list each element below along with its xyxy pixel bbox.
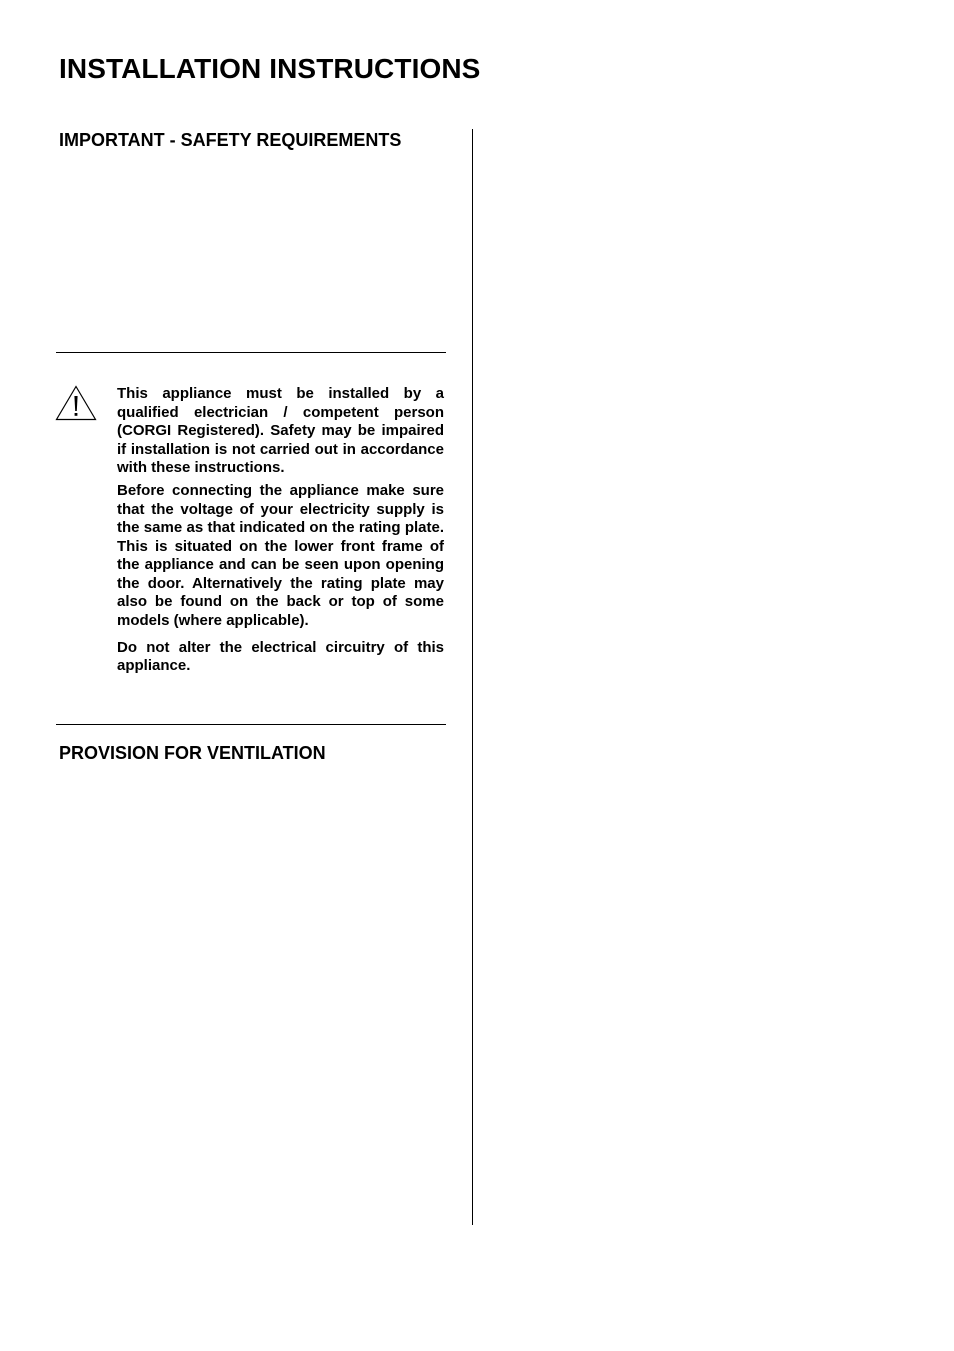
column-divider bbox=[472, 129, 473, 1225]
warning-triangle-icon bbox=[55, 385, 97, 421]
safety-paragraph: This appliance must be installed by a qualified electrician / competent person (CORGI Registered). Safety may be impaired if installation is not carried out in accordance with these instructions. bbox=[117, 385, 444, 476]
section-heading-safety-requirements: IMPORTANT - SAFETY REQUIREMENTS bbox=[59, 130, 402, 150]
horizontal-rule bbox=[56, 724, 446, 725]
section-heading-ventilation: PROVISION FOR VENTILATION bbox=[59, 743, 326, 763]
safety-paragraph: Before connecting the appliance make sure that the voltage of your electricity supply is the same as that indicated on the rating plate. This is situated on the lower front frame of the appliance and can be seen upon opening the door. Alternatively the rating plate may also be found on the back or top of some models (where applicable). bbox=[117, 482, 444, 629]
safety-warning-text bbox=[117, 385, 444, 676]
safety-paragraph: Do not alter the electrical circuitry of this appliance. bbox=[117, 638, 444, 674]
page-title: INSTALLATION INSTRUCTIONS bbox=[59, 53, 481, 84]
horizontal-rule bbox=[56, 352, 446, 353]
